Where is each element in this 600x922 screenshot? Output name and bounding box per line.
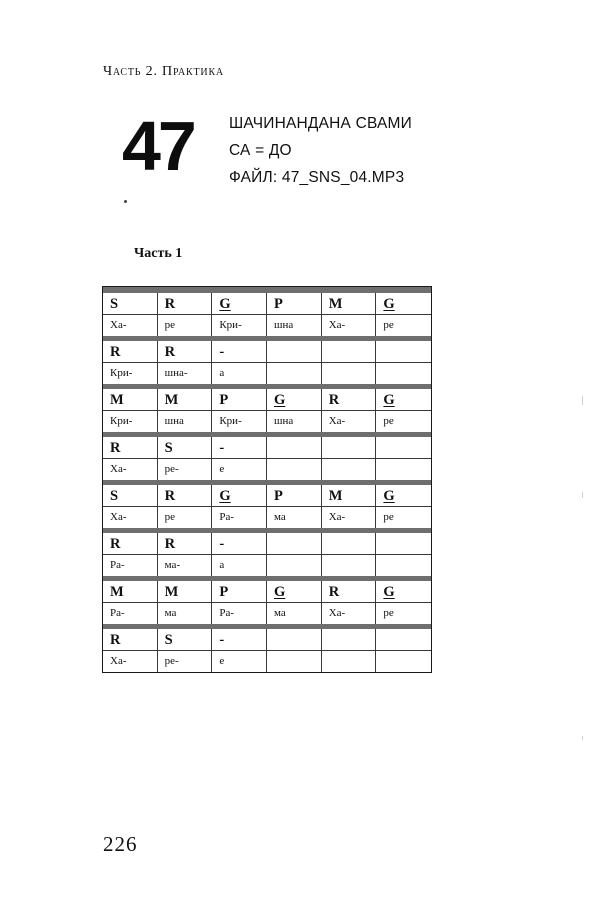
note-cell: [267, 389, 322, 411]
note-cell: [267, 485, 322, 507]
syllable-cell: ре: [383, 319, 394, 331]
notes-row: [103, 437, 431, 459]
phrase-block: [103, 384, 431, 432]
note-cell: [103, 533, 158, 555]
syllable-cell: [376, 363, 431, 384]
syllables-row: [103, 507, 431, 528]
note-cell: [322, 581, 377, 603]
phrase-block: [103, 528, 431, 576]
note-text: R: [110, 440, 121, 456]
syllable-cell: шна: [267, 315, 322, 336]
syllable-cell: ма: [158, 603, 213, 624]
note-cell: [376, 437, 431, 459]
syllable-cell: Ра-: [103, 555, 158, 576]
syllable-cell: Ха-: [322, 603, 377, 624]
phrase-block: [103, 624, 431, 672]
note-text: M: [328, 488, 343, 504]
note-text: R: [110, 536, 121, 552]
note-text: -: [219, 440, 225, 456]
syllable-cell: [322, 459, 377, 480]
note-cell: [158, 533, 213, 555]
note-text: R: [164, 296, 176, 312]
lesson-key: СА = ДО: [229, 142, 292, 159]
note-cell: [158, 437, 213, 459]
syllable-cell: шна: [158, 411, 213, 432]
syllable-cell: ре-: [158, 459, 213, 480]
syllable-cell: а: [212, 555, 267, 576]
note-cell: [267, 341, 322, 363]
notes-row: [103, 581, 431, 603]
note-cell: [267, 293, 322, 315]
syllable-cell: ре: [383, 607, 394, 619]
syllable-cell: Ра-: [212, 603, 267, 624]
page-edge-mark: [582, 492, 583, 498]
note-text: G: [219, 296, 231, 312]
syllable-cell: ре: [383, 415, 394, 427]
syllables-row: [103, 363, 431, 384]
syllable-cell: [267, 459, 322, 480]
syllable-cell: ма: [267, 603, 322, 624]
notes-row: [103, 485, 431, 507]
syllable-cell: [376, 555, 431, 576]
note-cell: [322, 437, 377, 459]
note-cell: [158, 581, 213, 603]
note-cell: [267, 533, 322, 555]
note-cell: [103, 389, 158, 411]
syllable-cell: ре-: [158, 651, 213, 672]
note-cell: [267, 629, 322, 651]
note-text: M: [164, 584, 179, 600]
note-cell: [103, 581, 158, 603]
note-cell: [103, 629, 158, 651]
syllable-cell: Ра-: [212, 507, 267, 528]
notation-table: [102, 286, 432, 673]
note-text: S: [110, 488, 119, 504]
syllable-cell: [322, 651, 377, 672]
syllables-row: [103, 651, 431, 672]
syllable-cell: ре: [383, 511, 394, 523]
note-cell: [212, 341, 267, 363]
syllable-cell: [267, 555, 322, 576]
note-cell: [158, 389, 213, 411]
phrase-block: [103, 287, 431, 336]
note-cell: [322, 485, 377, 507]
syllables-row: [103, 459, 431, 480]
note-cell: [322, 293, 377, 315]
syllable-cell: шна: [267, 411, 322, 432]
note-cell: [103, 293, 158, 315]
note-cell: [267, 581, 322, 603]
syllables-row: [103, 603, 431, 624]
print-speck: [124, 200, 127, 203]
notes-row: [103, 629, 431, 651]
note-cell: [103, 341, 158, 363]
note-text: R: [164, 536, 176, 552]
syllable-cell: [267, 363, 322, 384]
syllable-cell: Ха-: [322, 411, 377, 432]
note-cell: [158, 485, 213, 507]
note-cell: [212, 389, 267, 411]
notes-row: [103, 293, 431, 315]
page-number: 226: [103, 832, 138, 856]
lesson-number: 47: [122, 107, 194, 185]
syllable-cell: ре: [158, 315, 213, 336]
note-cell: [158, 341, 213, 363]
notes-row: [103, 341, 431, 363]
note-text: G: [383, 584, 395, 600]
syllables-row: [103, 315, 431, 336]
note-cell: [212, 437, 267, 459]
note-text: P: [274, 296, 283, 312]
note-text: -: [219, 536, 225, 552]
syllables-row: [103, 555, 431, 576]
note-text: R: [110, 344, 121, 360]
syllable-cell: е: [212, 651, 267, 672]
note-cell: [267, 437, 322, 459]
note-cell: [376, 293, 431, 315]
note-cell: [376, 389, 431, 411]
page-edge-mark: [582, 736, 583, 740]
note-cell: [212, 629, 267, 651]
note-cell: [158, 293, 213, 315]
syllable-cell: Ха-: [103, 459, 158, 480]
phrase-block: [103, 432, 431, 480]
note-text: G: [219, 488, 231, 504]
note-cell: [322, 389, 377, 411]
note-cell: [376, 629, 431, 651]
syllable-cell: Кри-: [103, 411, 158, 432]
running-head: Часть 2. Практика: [103, 64, 224, 79]
note-text: R: [328, 584, 340, 600]
phrase-block: [103, 336, 431, 384]
note-cell: [212, 485, 267, 507]
notes-row: [103, 389, 431, 411]
syllable-cell: Ха-: [103, 651, 158, 672]
syllable-cell: Ра-: [103, 603, 158, 624]
note-cell: [376, 533, 431, 555]
note-text: G: [383, 392, 395, 408]
note-text: M: [164, 392, 179, 408]
note-cell: [158, 629, 213, 651]
note-cell: [322, 629, 377, 651]
page-edge-mark: [582, 396, 583, 405]
syllable-cell: Кри-: [212, 411, 267, 432]
note-text: S: [164, 440, 173, 456]
note-text: P: [219, 392, 229, 408]
phrase-block: [103, 576, 431, 624]
syllable-cell: Кри-: [103, 363, 158, 384]
syllable-cell: Кри-: [212, 315, 267, 336]
note-text: M: [328, 296, 343, 312]
syllable-cell: е: [212, 459, 267, 480]
note-text: -: [219, 632, 225, 648]
note-cell: [212, 533, 267, 555]
note-text: G: [383, 296, 395, 312]
note-cell: [103, 485, 158, 507]
syllables-row: [103, 411, 431, 432]
syllable-cell: ре: [158, 507, 213, 528]
note-text: M: [110, 584, 124, 600]
syllable-cell: [267, 651, 322, 672]
note-cell: [376, 341, 431, 363]
note-cell: [376, 485, 431, 507]
syllable-cell: а: [212, 363, 267, 384]
note-text: S: [164, 632, 173, 648]
syllable-cell: [322, 363, 377, 384]
lesson-title: ШАЧИНАНДАНА СВАМИ: [229, 115, 413, 132]
note-cell: [322, 341, 377, 363]
note-text: R: [164, 488, 176, 504]
phrase-block: [103, 480, 431, 528]
note-cell: [212, 293, 267, 315]
note-cell: [376, 581, 431, 603]
part-label: Часть 1: [134, 246, 183, 261]
note-text: R: [328, 392, 340, 408]
syllable-cell: [376, 651, 431, 672]
note-text: M: [110, 392, 124, 408]
syllable-cell: Ха-: [322, 507, 377, 528]
note-cell: [322, 533, 377, 555]
note-cell: [212, 581, 267, 603]
note-cell: [103, 437, 158, 459]
note-text: R: [110, 632, 121, 648]
note-text: P: [219, 584, 229, 600]
syllable-cell: [376, 459, 431, 480]
note-text: P: [274, 488, 283, 504]
syllable-cell: Ха-: [103, 315, 158, 336]
note-text: S: [110, 296, 119, 312]
syllable-cell: Ха-: [322, 315, 377, 336]
note-text: G: [274, 392, 286, 408]
notes-row: [103, 533, 431, 555]
syllable-cell: ма-: [158, 555, 213, 576]
note-text: G: [383, 488, 395, 504]
syllable-cell: шна-: [158, 363, 213, 384]
syllable-cell: [322, 555, 377, 576]
syllable-cell: ма: [267, 507, 322, 528]
note-text: G: [274, 584, 286, 600]
note-text: -: [219, 344, 225, 360]
lesson-file: ФАЙЛ: 47_SNS_04.MP3: [229, 169, 405, 186]
note-text: R: [164, 344, 176, 360]
syllable-cell: Ха-: [103, 507, 158, 528]
